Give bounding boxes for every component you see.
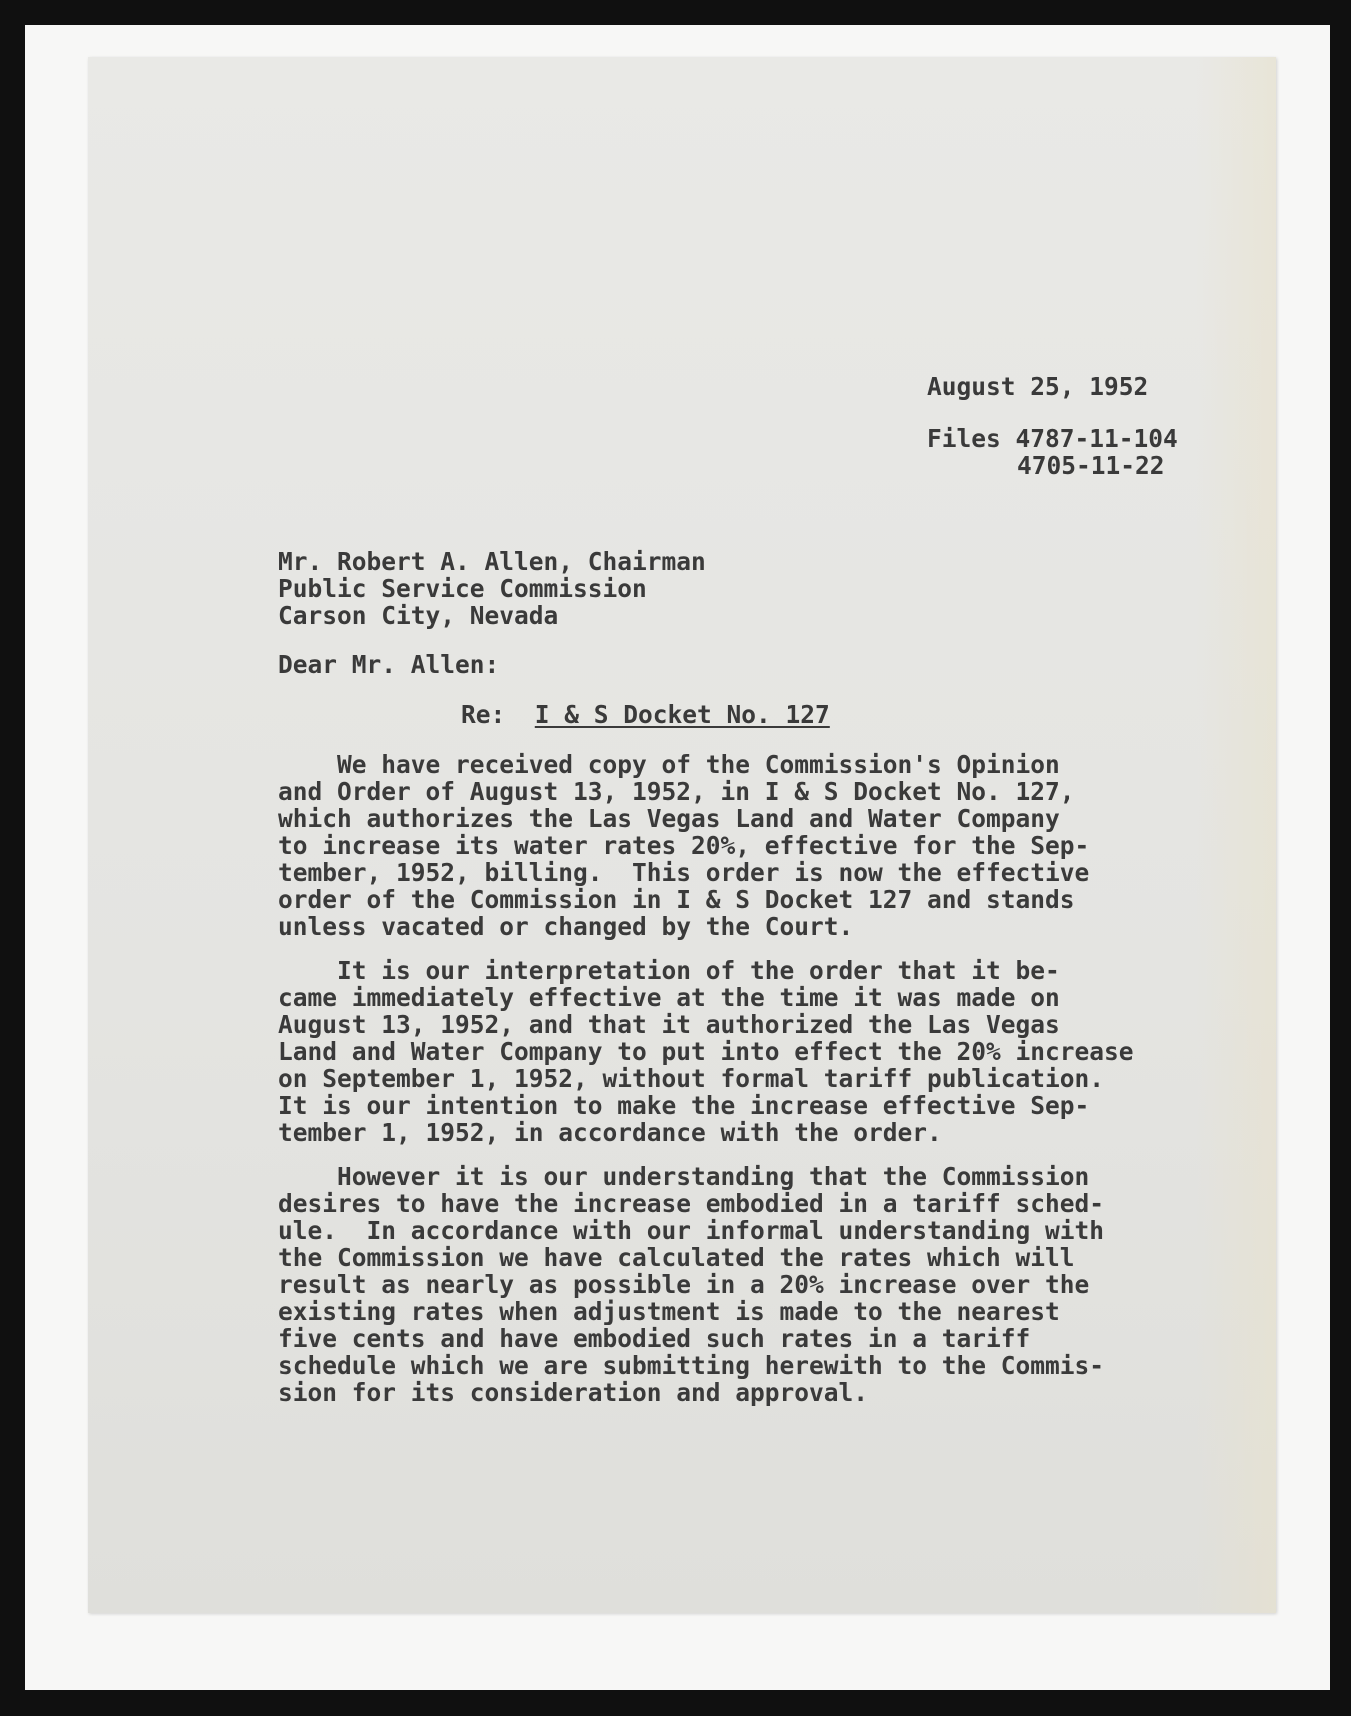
paragraph-line: tember, 1952, billing. This order is now the effective bbox=[278, 858, 1090, 887]
paragraph-line: the Commission we have calculated the rates which will bbox=[278, 1243, 1075, 1272]
paragraph-line: schedule which we are submitting herewith to the Commis- bbox=[278, 1351, 1105, 1380]
paragraph-line: desires to have the increase embodied in a tariff sched- bbox=[278, 1189, 1105, 1218]
paragraph-line: Land and Water Company to put into effect the 20% increase bbox=[278, 1037, 1134, 1066]
paragraph-line: existing rates when adjustment is made to the nearest bbox=[278, 1297, 1060, 1326]
paragraph-line: came immediately effective at the time it was made on bbox=[278, 983, 1060, 1012]
subject-line bbox=[461, 701, 830, 728]
file-reference-line bbox=[927, 425, 1178, 452]
paragraph-line: It is our interpretation of the order that it be- bbox=[278, 956, 1060, 985]
paragraph-line: to increase its water rates 20%, effective for the Sep- bbox=[278, 831, 1090, 860]
file-number: 4787-11-104 bbox=[1015, 424, 1178, 453]
paragraph-line: on September 1, 1952, without formal tariff publication. bbox=[278, 1064, 1105, 1093]
recipient-address bbox=[278, 548, 706, 629]
paragraph-line: five cents and have embodied such rates in a tariff bbox=[278, 1324, 1031, 1353]
paragraph-line: order of the Commission in I & S Docket 127 and stands bbox=[278, 885, 1075, 914]
body-paragraph-1 bbox=[278, 751, 1089, 940]
paragraph-line: result as nearly as possible in a 20% increase over the bbox=[278, 1270, 1090, 1299]
paragraph-line: However it is our understanding that the Commission bbox=[278, 1162, 1090, 1191]
salutation: Dear Mr. Allen: bbox=[278, 650, 500, 679]
paragraph-line: ule. In accordance with our informal understanding with bbox=[278, 1216, 1105, 1245]
files-label: Files bbox=[927, 424, 1001, 453]
letter-date: August 25, 1952 bbox=[927, 372, 1149, 401]
file-number: 4705-11-22 bbox=[1017, 451, 1165, 480]
paragraph-line: which authorizes the Las Vegas Land and Water Company bbox=[278, 804, 1060, 833]
paragraph-line: We have received copy of the Commission's Opinion bbox=[278, 750, 1060, 779]
paragraph-line: and Order of August 13, 1952, in I & S Docket No. 127, bbox=[278, 777, 1075, 806]
paragraph-line: unless vacated or changed by the Court. bbox=[278, 912, 854, 941]
body-paragraph-3 bbox=[278, 1163, 1104, 1406]
paragraph-line: tember 1, 1952, in accordance with the order. bbox=[278, 1118, 942, 1147]
body-paragraph-2 bbox=[278, 957, 1134, 1146]
recipient-line: Carson City, Nevada bbox=[278, 601, 559, 630]
docket-reference: I & S Docket No. 127 bbox=[534, 700, 830, 729]
paragraph-line: August 13, 1952, and that it authorized the Las Vegas bbox=[278, 1010, 1060, 1039]
paragraph-line: sion for its consideration and approval. bbox=[278, 1378, 869, 1407]
paper-edge-shading bbox=[1196, 57, 1276, 1613]
re-label: Re: bbox=[461, 700, 506, 729]
paragraph-line: It is our intention to make the increase effective Sep- bbox=[278, 1091, 1090, 1120]
recipient-line: Public Service Commission bbox=[278, 574, 647, 603]
recipient-line: Mr. Robert A. Allen, Chairman bbox=[278, 547, 706, 576]
